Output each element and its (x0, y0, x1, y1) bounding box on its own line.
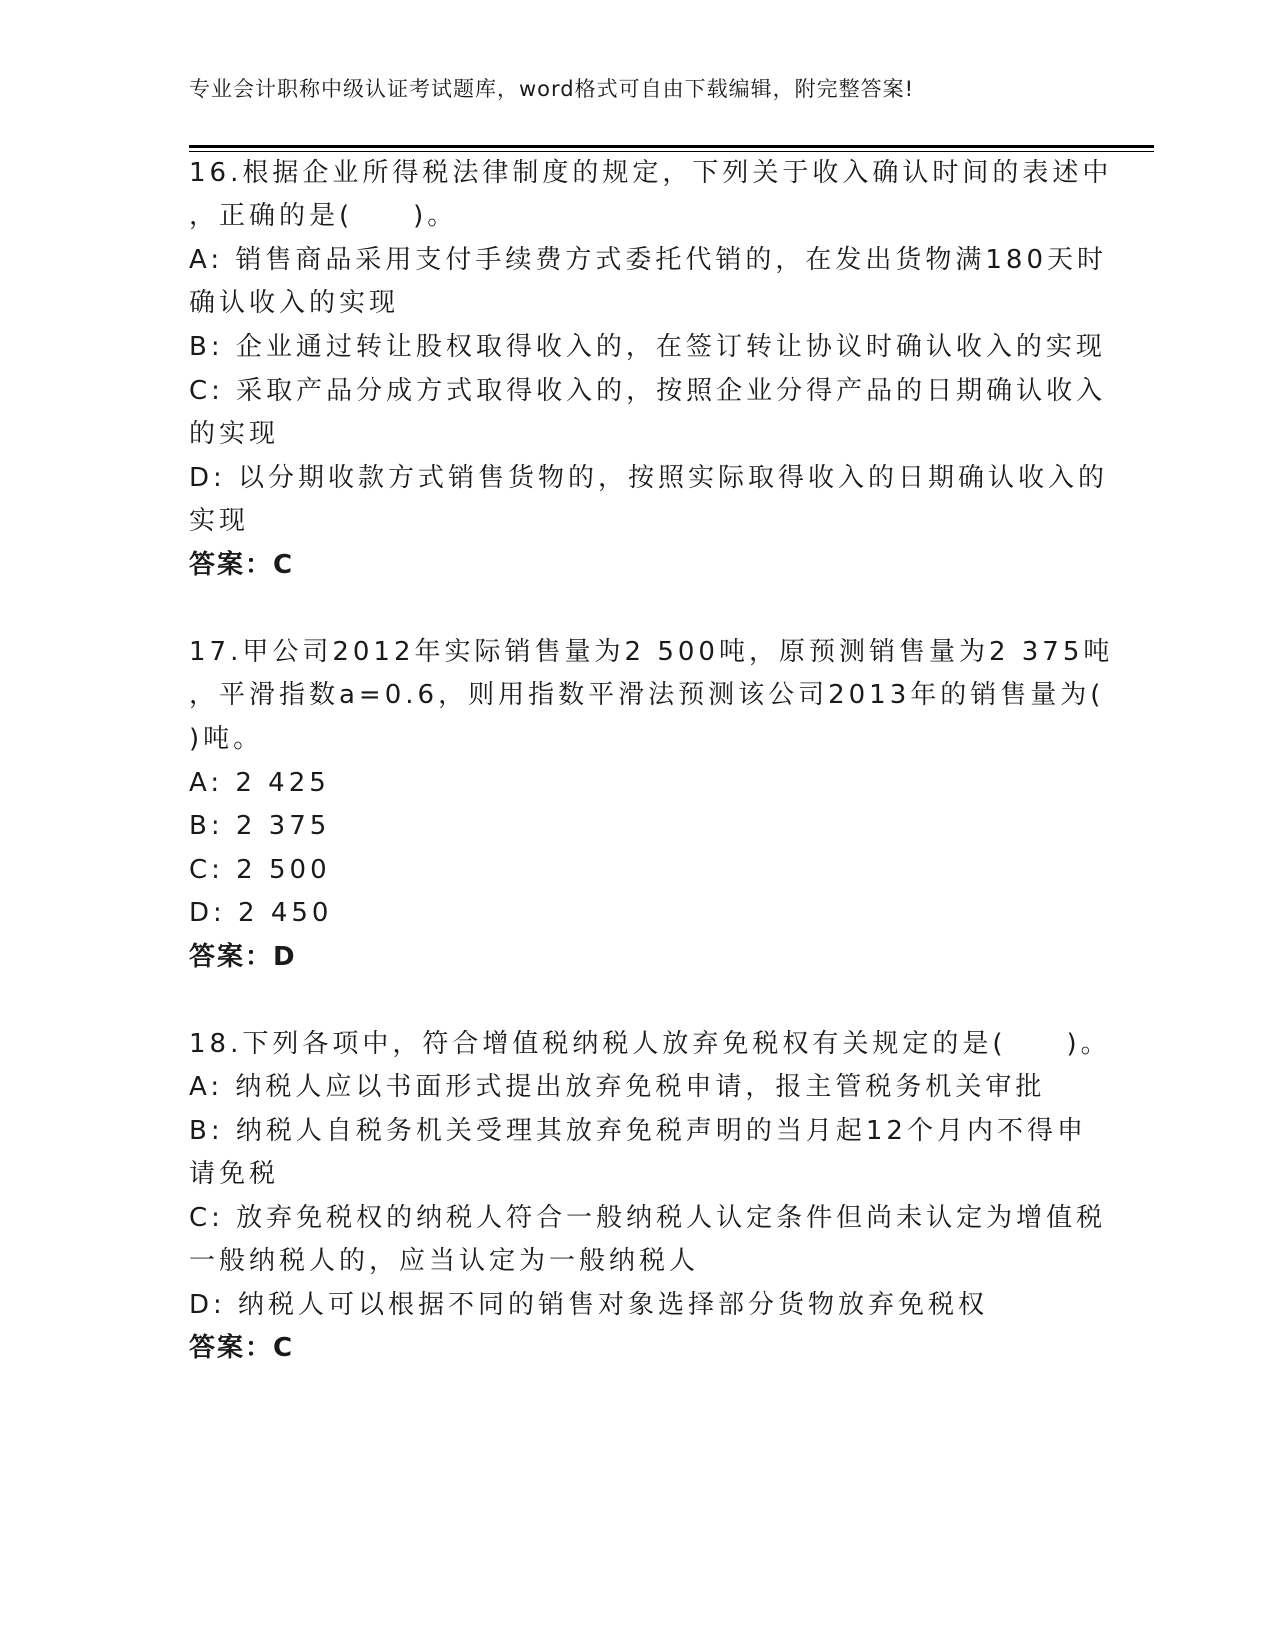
option-c-line: C: 采取产品分成方式取得收入的，按照企业分得产品的日期确认收入 (189, 376, 1107, 406)
question-stem-line: ，平滑指数a=0.6，则用指数平滑法预测该公司2013年的销售量为( (189, 680, 1105, 710)
question-stem-line: ，正确的是( )。 (189, 201, 458, 231)
option-a-line: A: 2 425 (189, 768, 330, 798)
question-stem-line: 18.下列各项中，符合增值税纳税人放弃免税权有关规定的是( )。 (189, 1029, 1111, 1059)
option-c-line: C: 放弃免税权的纳税人符合一般纳税人认定条件但尚未认定为增值税 (189, 1203, 1107, 1233)
question-stem-line: 16.根据企业所得税法律制度的规定，下列关于收入确认时间的表述中 (189, 158, 1113, 188)
answer-label: 答案：D (189, 942, 297, 972)
option-a-line: A: 纳税人应以书面形式提出放弃免税申请，报主管税务机关审批 (189, 1072, 1046, 1102)
header-divider-thick (189, 145, 1154, 148)
option-b-line: 请免税 (189, 1159, 280, 1189)
answer-label: 答案：C (189, 1333, 295, 1363)
option-b-line: B: 2 375 (189, 811, 331, 841)
header-divider-thin (189, 151, 1154, 152)
option-d-line: D: 以分期收款方式销售货物的，按照实际取得收入的日期确认收入的 (189, 463, 1109, 493)
option-d-line: 实现 (189, 506, 250, 536)
option-c-line: C: 2 500 (189, 855, 331, 885)
option-d-line: D: 纳税人可以根据不同的销售对象选择部分货物放弃免税权 (189, 1290, 989, 1320)
option-b-line: B: 企业通过转让股权取得收入的，在签订转让协议时确认收入的实现 (189, 332, 1106, 362)
option-a-line: 确认收入的实现 (189, 288, 400, 318)
option-a-line: A: 销售商品采用支付手续费方式委托代销的，在发出货物满180天时 (189, 245, 1107, 275)
question-stem-line: )吨。 (189, 724, 264, 754)
option-b-line: B: 纳税人自税务机关受理其放弃免税声明的当月起12个月内不得申 (189, 1116, 1087, 1146)
option-d-line: D: 2 450 (189, 898, 333, 928)
page-header: 专业会计职称中级认证考试题库，word格式可自由下载编辑，附完整答案! (189, 77, 915, 101)
answer-label: 答案：C (189, 550, 295, 580)
option-c-line: 的实现 (189, 419, 280, 449)
option-c-line: 一般纳税人的，应当认定为一般纳税人 (189, 1246, 700, 1276)
question-stem-line: 17.甲公司2012年实际销售量为2 500吨，原预测销售量为2 375吨 (189, 637, 1114, 667)
